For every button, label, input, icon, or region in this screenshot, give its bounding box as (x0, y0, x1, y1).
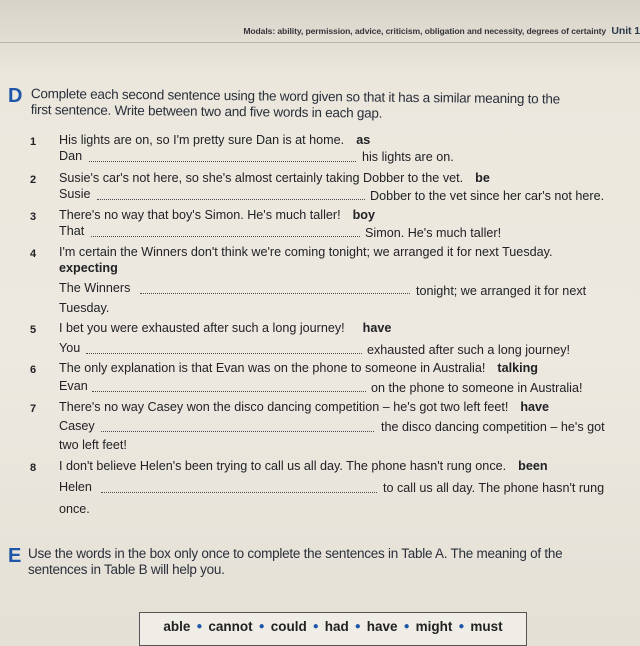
answer-gap[interactable] (86, 352, 362, 354)
answer-gap[interactable] (89, 160, 356, 162)
item-end: tonight; we arranged it for next (416, 284, 587, 298)
instructions-line-2: sentences in Table B will help you. (28, 562, 225, 577)
bullet-icon: ● (354, 620, 361, 632)
item-keyword: talking (497, 361, 538, 375)
item-sentence: Susie's car's not here, so she's almost certainly taking Dobber to the vet. (59, 171, 464, 185)
item-keyword: boy (352, 208, 375, 222)
item-end: exhausted after such a long journey! (367, 343, 571, 357)
instructions-line-1: Use the words in the box only once to complete the sentences in Table A. The meaning of the (28, 546, 563, 561)
item-keyword: expecting (59, 261, 118, 275)
item-end-continued: once. (59, 502, 90, 516)
bullet-icon: ● (258, 620, 265, 632)
item-number: 3 (30, 211, 37, 223)
bullet-icon: ● (196, 620, 203, 632)
exercise-e-instructions (28, 546, 562, 578)
item-end-continued: Tuesday. (59, 301, 110, 315)
item-number: 2 (30, 174, 37, 186)
bullet-icon: ● (458, 620, 465, 632)
answer-gap[interactable] (92, 390, 366, 392)
item-start: That (59, 224, 85, 238)
item-start: Evan (59, 379, 88, 393)
item-end: on the phone to someone in Australia! (371, 381, 583, 395)
unit-label: Unit 1 (611, 25, 640, 37)
item-sentence: I don't believe Helen's been trying to call us all day. The phone hasn't rung once. (59, 459, 507, 473)
answer-gap[interactable] (97, 198, 365, 200)
item-sentence: I bet you were exhausted after such a long journey! (59, 321, 345, 335)
box-word: might (415, 618, 453, 634)
item-keyword: have (362, 321, 392, 335)
item-number: 5 (30, 324, 37, 336)
item-end: to call us all day. The phone hasn't rung (383, 481, 605, 495)
item-start: Dan (59, 149, 83, 163)
box-word: cannot (208, 618, 253, 634)
item-number: 8 (30, 462, 37, 474)
item-keyword: as (356, 133, 371, 147)
item-sentence: There's no way that boy's Simon. He's much taller! (59, 208, 341, 222)
answer-gap[interactable] (101, 491, 377, 493)
item-start: Casey (59, 419, 95, 433)
running-title: Modals: ability, permission, advice, criticism, obligation and necessity, degrees of certainty (243, 26, 607, 36)
item-keyword: have (520, 400, 550, 414)
box-word: had (324, 618, 349, 634)
item-end: Dobber to the vet since her car's not here. (370, 189, 605, 203)
bullet-icon: ● (403, 620, 410, 632)
item-number: 1 (30, 136, 37, 148)
item-end: the disco dancing competition – he's got (381, 420, 605, 434)
box-word: have (366, 618, 398, 634)
exercise-d-letter: D (8, 85, 23, 107)
answer-gap[interactable] (140, 292, 410, 294)
item-start: The Winners (59, 281, 131, 295)
item-end: Simon. He's much taller! (365, 226, 502, 240)
item-sentence: The only explanation is that Evan was on the phone to someone in Australia! (59, 361, 486, 375)
item-number: 6 (30, 364, 37, 376)
item-sentence: I'm certain the Winners don't think we're coming tonight; we arranged it for next Tuesday. (59, 245, 553, 259)
item-number: 7 (30, 403, 37, 415)
item-start: Susie (59, 187, 91, 201)
answer-gap[interactable] (101, 430, 374, 432)
exercise-d-instructions (31, 86, 560, 124)
item-sentence: There's no way Casey won the disco dancing competition – he's got two left feet! (59, 400, 509, 414)
box-word: could (270, 618, 307, 634)
answer-gap[interactable] (91, 235, 360, 237)
item-number: 4 (30, 248, 37, 260)
item-keyword: been (518, 459, 548, 473)
item-end: his lights are on. (362, 150, 454, 164)
item-end-continued: two left feet! (59, 438, 127, 452)
running-header (0, 25, 640, 37)
box-word: must (470, 618, 503, 634)
bullet-icon: ● (312, 620, 319, 632)
item-start: Helen (59, 480, 92, 494)
exercise-e-letter: E (8, 545, 22, 567)
item-sentence: His lights are on, so I'm pretty sure Dan is at home. (59, 133, 345, 147)
item-start: You (59, 341, 81, 355)
item-keyword: be (475, 171, 490, 185)
instructions-line-2: first sentence. Write between two and five words in each gap. (30, 101, 383, 121)
header-divider (0, 42, 640, 43)
word-box (139, 612, 527, 646)
box-word: able (163, 618, 191, 634)
instructions-line-1: Complete each second sentence using the word given so that it has a similar meaning to the (30, 86, 561, 107)
